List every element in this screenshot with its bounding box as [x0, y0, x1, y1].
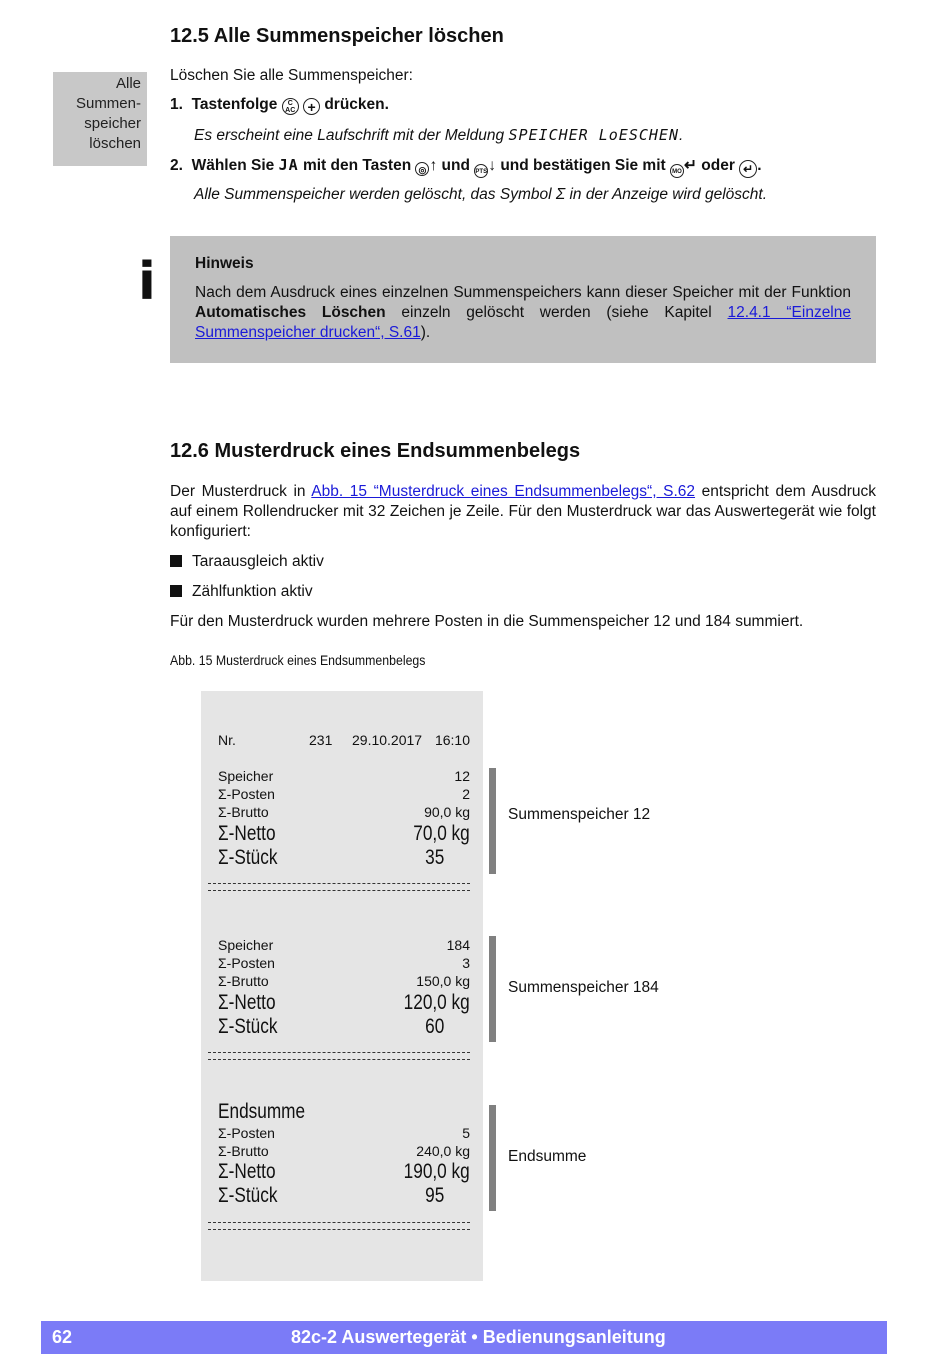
receipt-row-large: Σ-Stück 35	[218, 846, 445, 869]
step-2-result: Alle Summenspeicher werden gelöscht, das Symbol Σ in der Anzeige wird gelöscht.	[194, 186, 768, 203]
callout-bar	[489, 1105, 496, 1211]
receipt-row-large: Σ-Stück 95	[218, 1184, 445, 1207]
receipt-row-large: Σ-Netto 120,0 kg	[218, 991, 470, 1014]
chapter-link[interactable]: 12.4.1 “Einzelne Summenspeicher drucken“, S.61	[195, 304, 851, 341]
receipt-header: Nr. 231 29.10.2017 16:10	[218, 732, 470, 748]
bullet-square-icon	[170, 555, 182, 567]
receipt-row: Speicher 184	[218, 937, 470, 953]
enter-key-icon: ↵	[739, 160, 757, 178]
receipt	[201, 691, 483, 1281]
page-footer	[41, 1321, 887, 1354]
step-1: 1. Tastenfolge C AC + drücken.	[170, 96, 389, 115]
margin-note: Alle Summen- speicher löschen	[53, 72, 147, 166]
section-12-6-paragraph: Der Musterdruck in Abb. 15 “Musterdruck eines Endsummenbelegs“, S.62 entspricht dem Ausdruck auf einem Rollendrucker mit 32 Zeichen je Zeile. Für den Musterdruck war das Auswertegerät wie folgt konfiguriert:	[170, 483, 876, 540]
note-box	[170, 236, 876, 363]
footer-title: 82c-2 Auswertegerät • Bedienungsanleitung	[291, 1327, 666, 1347]
divider	[208, 1222, 470, 1223]
receipt-row: Σ-Brutto 240,0 kg	[218, 1143, 470, 1159]
note-text: Nach dem Ausdruck eines einzelnen Summenspeichers kann dieser Speicher mit der Funktion Automatisches Löschen einzeln gelöscht werden (siehe Kapitel 12.4.1 “Einzelne Summenspeicher drucken“, S.61).	[195, 284, 851, 341]
divider	[208, 1229, 470, 1230]
intro-text: Löschen Sie alle Summenspeicher:	[170, 67, 413, 84]
bullet-item: Zählfunktion aktiv	[170, 582, 313, 602]
page-number: 62	[52, 1327, 73, 1347]
plus-key-icon: +	[303, 98, 320, 115]
receipt-row-large: Σ-Netto 190,0 kg	[218, 1160, 470, 1183]
display-message: SPEICHER LoESCHEN	[508, 126, 679, 144]
tare-key-icon: ◎	[415, 162, 429, 176]
callout-bar	[489, 936, 496, 1042]
print-key-icon: PTS	[474, 164, 488, 178]
callout-label: Summenspeicher 12	[508, 806, 651, 823]
receipt-total-title: Endsumme	[218, 1100, 306, 1123]
receipt-row: Speicher 12	[218, 768, 470, 784]
receipt-row-large: Σ-Netto 70,0 kg	[218, 822, 470, 845]
clear-key-icon: C AC	[282, 98, 299, 115]
section-heading-12-5: 12.5 Alle Summenspeicher löschen	[170, 25, 504, 47]
callout-label: Endsumme	[508, 1148, 587, 1165]
bullet-item: Taraausgleich aktiv	[170, 552, 324, 572]
section-heading-12-6: 12.6 Musterdruck eines Endsummenbelegs	[170, 440, 581, 462]
divider	[208, 890, 470, 891]
callout-bar	[489, 768, 496, 874]
note-title: Hinweis	[195, 255, 254, 272]
step-2: 2. Wählen Sie JA mit den Tasten ◎ ↑ und PTS↓ und bestätigen Sie mit MO ↵ oder ↵ .	[170, 156, 762, 176]
display-ja: JA	[278, 156, 299, 174]
receipt-row: Σ-Posten 2	[218, 786, 470, 802]
divider	[208, 1059, 470, 1060]
divider	[208, 1052, 470, 1053]
receipt-row: Σ-Posten 5	[218, 1125, 470, 1141]
summary-text: Für den Musterdruck wurden mehrere Posten in die Summenspeicher 12 und 184 summiert.	[170, 613, 804, 630]
receipt-row: Σ-Brutto 150,0 kg	[218, 973, 470, 989]
callout-label: Summenspeicher 184	[508, 979, 659, 996]
step-1-result: Es erscheint eine Laufschrift mit der Meldung SPEICHER LoESCHEN.	[194, 126, 684, 144]
figure-caption: Abb. 15 Musterdruck eines Endsummenbelegs	[170, 652, 426, 668]
receipt-row: Σ-Brutto 90,0 kg	[218, 804, 470, 820]
figure-link[interactable]: Abb. 15 “Musterdruck eines Endsummenbelegs“, S.62	[311, 483, 696, 500]
divider	[208, 883, 470, 884]
receipt-row-large: Σ-Stück 60	[218, 1015, 445, 1038]
bullet-square-icon	[170, 585, 182, 597]
info-icon: i	[138, 252, 156, 312]
receipt-row: Σ-Posten 3	[218, 955, 470, 971]
mode-key-icon: MO	[670, 164, 684, 178]
